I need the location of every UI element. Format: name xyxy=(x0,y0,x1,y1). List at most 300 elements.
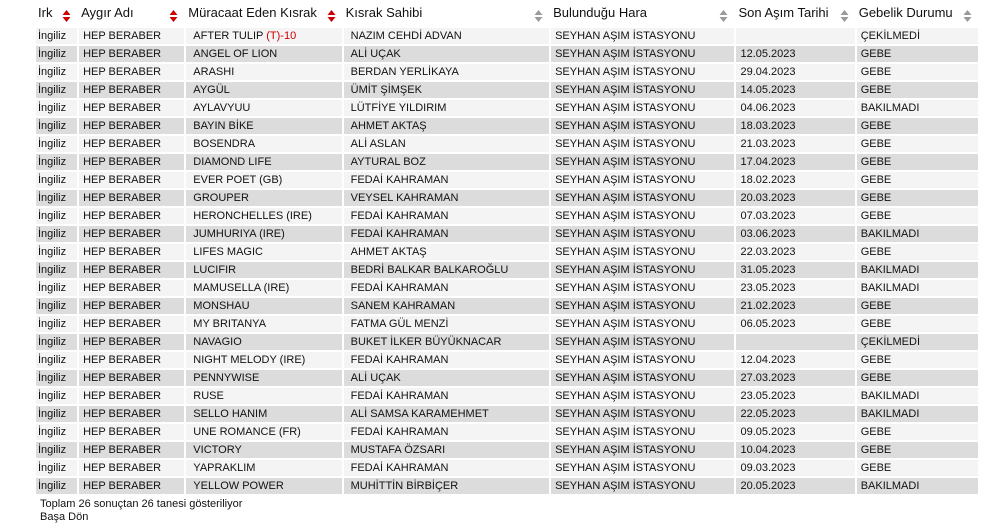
cell-irk xyxy=(36,334,77,350)
cell-status-text: GEBE xyxy=(860,354,892,366)
cell-farm-text: SEYHAN AŞIM İSTASYONU xyxy=(555,246,696,258)
cell-stallion-text: HEP BERABER xyxy=(83,462,162,474)
cell-status-text: BAKILMADI xyxy=(860,264,920,276)
column-header-last_date[interactable] xyxy=(736,2,854,26)
cell-owner xyxy=(344,370,549,386)
cell-last-date xyxy=(736,352,854,368)
cell-owner xyxy=(344,28,549,44)
cell-owner-text: FATMA GÜL MENZİ xyxy=(350,318,449,330)
table-row[interactable] xyxy=(36,208,978,224)
cell-farm xyxy=(551,460,734,476)
cell-stallion-text: HEP BERABER xyxy=(83,30,162,42)
cell-mare[interactable] xyxy=(186,190,341,206)
cell-mare[interactable] xyxy=(186,298,341,314)
cell-last-date xyxy=(736,244,854,260)
cell-irk-text: İngiliz xyxy=(38,390,67,402)
cell-last-date xyxy=(736,280,854,296)
table-row[interactable] xyxy=(36,316,978,332)
cell-stallion-text: HEP BERABER xyxy=(83,480,162,492)
cell-owner xyxy=(344,424,549,440)
cell-owner xyxy=(344,316,549,332)
cell-farm-text: SEYHAN AŞIM İSTASYONU xyxy=(555,264,696,276)
cell-irk xyxy=(36,442,77,458)
cell-status-text: BAKILMADI xyxy=(860,390,920,402)
cell-farm-text: SEYHAN AŞIM İSTASYONU xyxy=(555,138,696,150)
cell-farm-text: SEYHAN AŞIM İSTASYONU xyxy=(555,156,696,168)
table-row[interactable] xyxy=(36,388,978,404)
cell-farm-text: SEYHAN AŞIM İSTASYONU xyxy=(555,282,696,294)
cell-mare-text: UNE ROMANCE (FR) xyxy=(193,426,301,438)
column-header-owner[interactable] xyxy=(344,2,549,26)
sort-arrows-gray-icon xyxy=(963,9,972,23)
cell-mare[interactable] xyxy=(186,478,341,494)
table-row[interactable] xyxy=(36,478,978,494)
cell-farm xyxy=(551,46,734,62)
cell-owner xyxy=(344,82,549,98)
cell-last-date-text: 10.04.2023 xyxy=(740,444,796,456)
table-row[interactable] xyxy=(36,82,978,98)
cell-last-date xyxy=(736,64,854,80)
cell-owner-text: ALİ UÇAK xyxy=(350,48,401,60)
cell-stallion-text: HEP BERABER xyxy=(83,336,162,348)
table-row[interactable] xyxy=(36,64,978,80)
cell-irk xyxy=(36,172,77,188)
table-row[interactable] xyxy=(36,226,978,242)
cell-farm-text: SEYHAN AŞIM İSTASYONU xyxy=(555,228,696,240)
cell-status-text: GEBE xyxy=(860,318,892,330)
cell-owner-text: FEDAİ KAHRAMAN xyxy=(350,390,449,402)
cell-owner-text: ALİ SAMSA KARAMEHMET xyxy=(350,408,489,420)
cell-mare[interactable] xyxy=(186,226,341,242)
cell-last-date xyxy=(736,406,854,422)
cell-irk xyxy=(36,154,77,170)
cell-owner-text: FEDAİ KAHRAMAN xyxy=(350,282,449,294)
table-footer xyxy=(40,498,242,524)
cell-last-date xyxy=(736,460,854,476)
cell-mare[interactable] xyxy=(186,388,341,404)
cell-mare-text: HERONCHELLES (IRE) xyxy=(193,210,312,222)
cell-owner xyxy=(344,280,549,296)
table-row[interactable] xyxy=(36,262,978,278)
cell-status-text: GEBE xyxy=(860,120,892,132)
cell-mare[interactable] xyxy=(186,316,341,332)
cell-last-date-text: 21.02.2023 xyxy=(740,300,796,312)
cell-mare[interactable] xyxy=(186,334,341,350)
cell-stallion-text: HEP BERABER xyxy=(83,408,162,420)
cell-owner-text: FEDAİ KAHRAMAN xyxy=(350,462,449,474)
cell-status xyxy=(857,118,978,134)
cell-mare[interactable] xyxy=(186,460,341,476)
cell-mare[interactable] xyxy=(186,28,341,44)
cell-irk-text: İngiliz xyxy=(38,102,67,114)
cell-owner xyxy=(344,190,549,206)
cell-stallion xyxy=(79,352,184,368)
table-row[interactable] xyxy=(36,298,978,314)
table-row[interactable] xyxy=(36,370,978,386)
cell-farm xyxy=(551,478,734,494)
cell-irk-text: İngiliz xyxy=(38,354,67,366)
cell-stallion-text: HEP BERABER xyxy=(83,192,162,204)
cell-stallion-text: HEP BERABER xyxy=(83,174,162,186)
cell-mare[interactable] xyxy=(186,406,341,422)
cell-mare-text: LUCIFIR xyxy=(193,264,237,276)
cell-mare[interactable] xyxy=(186,370,341,386)
cell-last-date xyxy=(736,370,854,386)
table-row[interactable] xyxy=(36,352,978,368)
cell-stallion-text: HEP BERABER xyxy=(83,120,162,132)
cell-last-date xyxy=(736,100,854,116)
cell-status-text: GEBE xyxy=(860,192,892,204)
cell-farm-text: SEYHAN AŞIM İSTASYONU xyxy=(555,408,696,420)
cell-irk-text: İngiliz xyxy=(38,318,67,330)
cell-farm-text: SEYHAN AŞIM İSTASYONU xyxy=(555,462,696,474)
cell-farm xyxy=(551,244,734,260)
cell-last-date-text: 23.05.2023 xyxy=(740,282,796,294)
cell-farm xyxy=(551,424,734,440)
cell-status-text: GEBE xyxy=(860,174,892,186)
cell-last-date-text: 03.06.2023 xyxy=(740,228,796,240)
cell-irk-text: İngiliz xyxy=(38,66,67,78)
cell-stallion xyxy=(79,244,184,260)
cell-owner-text: MUSTAFA ÖZSARI xyxy=(350,444,446,456)
cell-last-date-text: 23.05.2023 xyxy=(740,390,796,402)
column-header-label: Aygır Adı xyxy=(81,5,134,21)
cell-owner xyxy=(344,226,549,242)
cell-status-text: GEBE xyxy=(860,444,892,456)
cell-owner xyxy=(344,388,549,404)
cell-owner-text: ÜMİT ŞİMŞEK xyxy=(350,84,422,96)
cell-owner xyxy=(344,118,549,134)
cell-last-date xyxy=(736,226,854,242)
result-summary: Toplam 26 sonuçtan 26 tanesi gösteriliyor xyxy=(40,498,243,510)
cell-last-date xyxy=(736,298,854,314)
cell-owner xyxy=(344,172,549,188)
cell-status-text: GEBE xyxy=(860,210,892,222)
cell-farm xyxy=(551,226,734,242)
cell-stallion-text: HEP BERABER xyxy=(83,426,162,438)
table-row[interactable] xyxy=(36,244,978,260)
cell-status xyxy=(857,136,978,152)
cell-last-date-text: 18.02.2023 xyxy=(740,174,796,186)
cell-stallion-text: HEP BERABER xyxy=(83,138,162,150)
cell-farm xyxy=(551,280,734,296)
cell-mare[interactable] xyxy=(186,82,341,98)
cell-stallion xyxy=(79,406,184,422)
cell-mare[interactable] xyxy=(186,136,341,152)
cell-status xyxy=(857,406,978,422)
cell-irk xyxy=(36,352,77,368)
table-row[interactable] xyxy=(36,136,978,152)
cell-irk-text: İngiliz xyxy=(38,228,67,240)
cell-status xyxy=(857,388,978,404)
cell-owner-text: ALİ UÇAK xyxy=(350,372,401,384)
cell-mare[interactable] xyxy=(186,442,341,458)
cell-stallion-text: HEP BERABER xyxy=(83,318,162,330)
cell-farm-text: SEYHAN AŞIM İSTASYONU xyxy=(555,102,696,114)
cell-owner xyxy=(344,298,549,314)
cell-mare-text: AYLAVYUU xyxy=(193,102,251,114)
cell-owner-text: FEDAİ KAHRAMAN xyxy=(350,354,449,366)
cell-stallion xyxy=(79,82,184,98)
cell-last-date-text: 22.03.2023 xyxy=(740,246,796,258)
cell-farm-text: SEYHAN AŞIM İSTASYONU xyxy=(555,210,696,222)
cell-status-text: BAKILMADI xyxy=(860,408,920,420)
cell-farm xyxy=(551,64,734,80)
cell-mare-text: VICTORY xyxy=(193,444,242,456)
table-row[interactable] xyxy=(36,460,978,476)
cell-mare[interactable] xyxy=(186,172,341,188)
cell-irk-text: İngiliz xyxy=(38,264,67,276)
cell-mare-text: MAMUSELLA (IRE) xyxy=(193,282,290,294)
cell-mare-text: GROUPER xyxy=(193,192,249,204)
cell-irk-text: İngiliz xyxy=(38,336,67,348)
cell-status-text: GEBE xyxy=(860,246,892,258)
cell-stallion-text: HEP BERABER xyxy=(83,444,162,456)
cell-last-date xyxy=(736,154,854,170)
cell-owner-text: BEDRİ BALKAR BALKAROĞLU xyxy=(350,264,509,276)
cell-mare-text: PENNYWISE xyxy=(193,372,260,384)
cell-irk xyxy=(36,226,77,242)
cell-irk xyxy=(36,280,77,296)
sort-arrows-red-icon xyxy=(62,9,71,23)
cell-mare[interactable] xyxy=(186,118,341,134)
cell-stallion xyxy=(79,226,184,242)
cell-owner xyxy=(344,334,549,350)
cell-status-text: BAKILMADI xyxy=(860,282,920,294)
table-row[interactable] xyxy=(36,154,978,170)
cell-irk xyxy=(36,388,77,404)
cell-stallion xyxy=(79,334,184,350)
cell-status xyxy=(857,478,978,494)
table-row[interactable] xyxy=(36,280,978,296)
cell-irk-text: İngiliz xyxy=(38,210,67,222)
cell-last-date xyxy=(736,28,854,44)
sort-arrows-gray-icon xyxy=(534,9,543,23)
cell-irk xyxy=(36,28,77,44)
table-row[interactable] xyxy=(36,100,978,116)
cell-last-date xyxy=(736,262,854,278)
cell-last-date xyxy=(736,118,854,134)
cell-mare[interactable] xyxy=(186,64,341,80)
cell-mare[interactable] xyxy=(186,424,341,440)
cell-last-date-text: 14.05.2023 xyxy=(740,84,796,96)
cell-status-text: ÇEKİLMEDİ xyxy=(860,336,920,348)
cell-stallion xyxy=(79,370,184,386)
table-row[interactable] xyxy=(36,28,978,44)
cell-status xyxy=(857,262,978,278)
cell-status-text: BAKILMADI xyxy=(860,480,920,492)
cell-irk-text: İngiliz xyxy=(38,300,67,312)
cell-status xyxy=(857,190,978,206)
column-header-label: Müracaat Eden Kısrak xyxy=(188,5,317,21)
cell-farm-text: SEYHAN AŞIM İSTASYONU xyxy=(555,318,696,330)
cell-irk xyxy=(36,64,77,80)
cell-farm-text: SEYHAN AŞIM İSTASYONU xyxy=(555,444,696,456)
cell-owner xyxy=(344,244,549,260)
cell-last-date xyxy=(736,208,854,224)
cell-stallion-text: HEP BERABER xyxy=(83,282,162,294)
cell-farm-text: SEYHAN AŞIM İSTASYONU xyxy=(555,390,696,402)
cell-mare[interactable] xyxy=(186,154,341,170)
cell-irk-text: İngiliz xyxy=(38,84,67,96)
cell-mare-text: SELLO HANIM xyxy=(193,408,268,420)
back-to-top-link[interactable]: Başa Dön xyxy=(40,511,89,523)
cell-stallion xyxy=(79,118,184,134)
cell-mare[interactable] xyxy=(186,262,341,278)
cell-mare-text: NIGHT MELODY (IRE) xyxy=(193,354,306,366)
cell-irk xyxy=(36,190,77,206)
column-header-farm[interactable] xyxy=(551,2,734,26)
cell-farm xyxy=(551,208,734,224)
table-row[interactable] xyxy=(36,118,978,134)
cell-stallion-text: HEP BERABER xyxy=(83,246,162,258)
cell-mare[interactable] xyxy=(186,100,341,116)
cell-mare[interactable] xyxy=(186,208,341,224)
table-row[interactable] xyxy=(36,424,978,440)
cell-status xyxy=(857,64,978,80)
cell-stallion xyxy=(79,154,184,170)
cell-irk-text: İngiliz xyxy=(38,480,67,492)
cell-farm xyxy=(551,298,734,314)
header-row xyxy=(36,2,978,26)
cell-irk xyxy=(36,244,77,260)
cell-status xyxy=(857,154,978,170)
cell-last-date-text: 20.05.2023 xyxy=(740,480,796,492)
cell-mare-text: AFTER TULIP xyxy=(193,30,264,42)
cell-farm xyxy=(551,370,734,386)
table-row[interactable] xyxy=(36,172,978,188)
cell-stallion xyxy=(79,298,184,314)
table-row[interactable] xyxy=(36,442,978,458)
cell-mare-text: YELLOW POWER xyxy=(193,480,284,492)
cell-farm xyxy=(551,190,734,206)
cell-mare-text: NAVAGIO xyxy=(193,336,242,348)
cell-stallion-text: HEP BERABER xyxy=(83,102,162,114)
cell-owner xyxy=(344,208,549,224)
table-body xyxy=(36,28,978,494)
cell-farm xyxy=(551,136,734,152)
cell-stallion-text: HEP BERABER xyxy=(83,300,162,312)
cell-owner xyxy=(344,262,549,278)
table-row[interactable] xyxy=(36,334,978,350)
cell-irk-text: İngiliz xyxy=(38,30,67,42)
cell-stallion-text: HEP BERABER xyxy=(83,372,162,384)
column-header-mare[interactable] xyxy=(186,2,341,26)
cell-status xyxy=(857,244,978,260)
cell-status xyxy=(857,442,978,458)
cell-status xyxy=(857,172,978,188)
cell-farm-text: SEYHAN AŞIM İSTASYONU xyxy=(555,336,696,348)
cell-mare-text: EVER POET (GB) xyxy=(193,174,283,186)
cell-status xyxy=(857,100,978,116)
column-header-stallion[interactable] xyxy=(79,2,184,26)
cell-status-text: GEBE xyxy=(860,462,892,474)
cell-mare-text: JUMHURIYA (IRE) xyxy=(193,228,285,240)
cell-farm xyxy=(551,172,734,188)
cell-mare-text: BOSENDRA xyxy=(193,138,256,150)
cell-status-text: GEBE xyxy=(860,138,892,150)
cell-irk-text: İngiliz xyxy=(38,372,67,384)
cell-farm-text: SEYHAN AŞIM İSTASYONU xyxy=(555,192,696,204)
cell-status-text: GEBE xyxy=(860,300,892,312)
cell-irk-text: İngiliz xyxy=(38,120,67,132)
cell-last-date xyxy=(736,190,854,206)
cell-mare-text: LIFES MAGIC xyxy=(193,246,263,258)
cell-farm xyxy=(551,100,734,116)
cell-owner-text: AHMET AKTAŞ xyxy=(350,246,427,258)
cell-mare[interactable] xyxy=(186,280,341,296)
cell-farm xyxy=(551,388,734,404)
cell-owner-text: FEDAİ KAHRAMAN xyxy=(350,210,449,222)
cell-irk xyxy=(36,460,77,476)
cell-stallion xyxy=(79,190,184,206)
cell-mare[interactable] xyxy=(186,46,341,62)
cell-stallion-text: HEP BERABER xyxy=(83,156,162,168)
cell-mare-text: ANGEL OF LION xyxy=(193,48,278,60)
cell-owner-text: ALİ ASLAN xyxy=(350,138,406,150)
cell-farm-text: SEYHAN AŞIM İSTASYONU xyxy=(555,174,696,186)
cell-farm-text: SEYHAN AŞIM İSTASYONU xyxy=(555,120,696,132)
cell-irk-text: İngiliz xyxy=(38,192,67,204)
cell-stallion xyxy=(79,172,184,188)
cell-stallion-text: HEP BERABER xyxy=(83,390,162,402)
cell-farm xyxy=(551,352,734,368)
column-header-label: Bulunduğu Hara xyxy=(553,5,648,21)
cell-mare-text: DIAMOND LIFE xyxy=(193,156,272,168)
cell-owner-text: FEDAİ KAHRAMAN xyxy=(350,426,449,438)
cell-stallion xyxy=(79,424,184,440)
cell-status xyxy=(857,208,978,224)
column-header-label: Gebelik Durumu xyxy=(858,5,953,21)
table-row[interactable] xyxy=(36,406,978,422)
cell-last-date-text: 18.03.2023 xyxy=(740,120,796,132)
cell-farm xyxy=(551,154,734,170)
cell-owner xyxy=(344,352,549,368)
cell-farm-text: SEYHAN AŞIM İSTASYONU xyxy=(555,300,696,312)
cell-stallion xyxy=(79,388,184,404)
cell-status xyxy=(857,280,978,296)
cell-irk xyxy=(36,478,77,494)
cell-irk-text: İngiliz xyxy=(38,138,67,150)
cell-irk xyxy=(36,298,77,314)
cell-owner xyxy=(344,100,549,116)
cell-stallion xyxy=(79,100,184,116)
table-row[interactable] xyxy=(36,190,978,206)
cell-mare[interactable] xyxy=(186,352,341,368)
cell-owner-text: AYTURAL BOZ xyxy=(350,156,426,168)
cell-owner xyxy=(344,64,549,80)
table-row[interactable] xyxy=(36,46,978,62)
cell-owner xyxy=(344,46,549,62)
sort-arrows-gray-icon xyxy=(719,9,728,23)
cell-farm-text: SEYHAN AŞIM İSTASYONU xyxy=(555,84,696,96)
column-header-irk[interactable] xyxy=(36,2,77,26)
cell-irk xyxy=(36,82,77,98)
cell-mare[interactable] xyxy=(186,244,341,260)
cell-last-date-text: 07.03.2023 xyxy=(740,210,796,222)
column-header-status[interactable] xyxy=(857,2,978,26)
cell-stallion xyxy=(79,28,184,44)
cell-status xyxy=(857,460,978,476)
cell-last-date xyxy=(736,424,854,440)
results-table-container xyxy=(36,0,980,496)
cell-farm xyxy=(551,442,734,458)
cell-stallion xyxy=(79,316,184,332)
cell-status-text: GEBE xyxy=(860,84,892,96)
cell-farm-text: SEYHAN AŞIM İSTASYONU xyxy=(555,426,696,438)
cell-last-date-text: 12.04.2023 xyxy=(740,354,796,366)
cell-last-date-text: 09.03.2023 xyxy=(740,462,796,474)
